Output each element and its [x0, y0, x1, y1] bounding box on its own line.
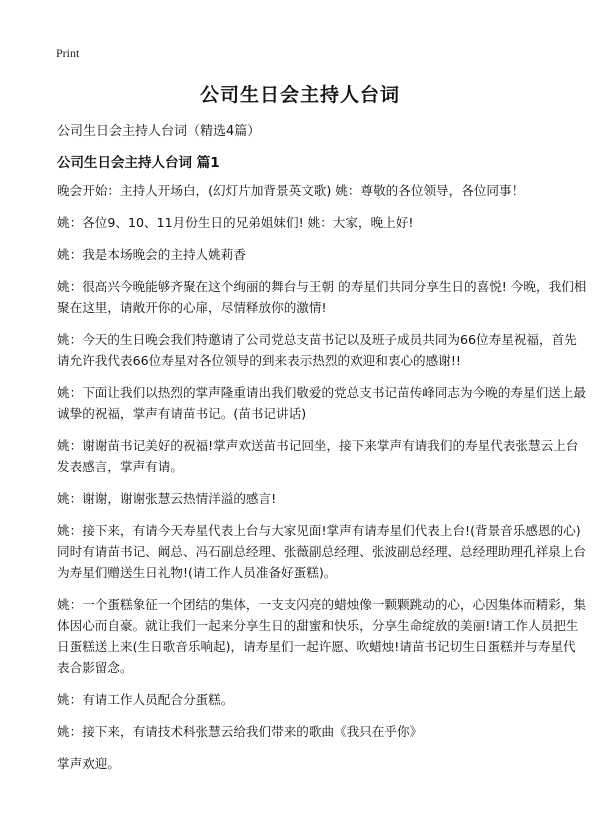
paragraph: 姚：我是本场晚会的主持人姚莉香 [57, 247, 246, 262]
paragraph: 姚：有请工作人员配合分蛋糕。 [57, 692, 234, 707]
paragraph: 姚：各位9、10、11月份生日的兄弟姐妹们! 姚：大家，晚上好! [57, 215, 414, 230]
paragraph: 姚：一个蛋糕象征一个团结的集体，一支支闪亮的蜡烛像一颗颗跳动的心，心因集体而精彩，集体因心而自豪。就让我们一起来分享生日的甜蜜和快乐，分享生命绽放的美丽!请工作人员把生日蛋糕送上来(生日歌音乐响起)，请寿星们一起许愿、吹蜡烛!请苗书记切生日蛋糕并与寿星代表合影留念。 [57, 597, 586, 675]
document-body [57, 180, 587, 785]
print-label: Print [56, 46, 80, 60]
paragraph: 姚：今天的生日晚会我们特邀请了公司党总支苗书记以及班子成员共同为66位寿星祝福，首先请允许我代表66位寿星对各位领导的到来表示热烈的欢迎和衷心的感谢!! [57, 332, 577, 368]
paragraph: 姚：接下来，有请今天寿星代表上台与大家见面!掌声有请寿星们代表上台!(背景音乐感恩的心)同时有请苗书记、阚总、冯石副总经理、张薇副总经理、张波副总经理、总经理助理孔祥泉上台为寿星们赠送生日礼物!(请工作人员准备好蛋糕)。 [57, 523, 586, 580]
paragraph: 姚：接下来，有请技术科张慧云给我们带来的歌曲《我只在乎你》 [57, 724, 423, 739]
paragraph: 掌声欢迎。 [57, 756, 120, 771]
section-heading: 公司生日会主持人台词 篇1 [57, 155, 220, 171]
paragraph: 姚：谢谢苗书记美好的祝福!掌声欢送苗书记回坐，接下来掌声有请我们的寿星代表张慧云上台发表感言，掌声有请。 [57, 438, 579, 474]
page-title: 公司生日会主持人台词 [199, 84, 400, 106]
paragraph: 姚：很高兴今晚能够齐聚在这个绚丽的舞台与王朝 的寿星们共同分享生日的喜悦! 今晚，我们相聚在这里，请敞开你的心扉，尽情释放你的激情! [57, 279, 587, 315]
document-subtitle: 公司生日会主持人台词（精选4篇） [57, 124, 261, 139]
paragraph: 姚：下面让我们以热烈的掌声隆重请出我们敬爱的党总支书记苗传峰同志为今晚的寿星们送上最诚挚的祝福，掌声有请苗书记。(苗书记讲话) [57, 385, 586, 421]
paragraph: 姚：谢谢，谢谢张慧云热情洋溢的感言! [57, 491, 277, 506]
paragraph: 晚会开始：主持人开场白，(幻灯片加背景英文歌) 姚：尊敬的各位领导，各位同事！ [57, 183, 525, 198]
